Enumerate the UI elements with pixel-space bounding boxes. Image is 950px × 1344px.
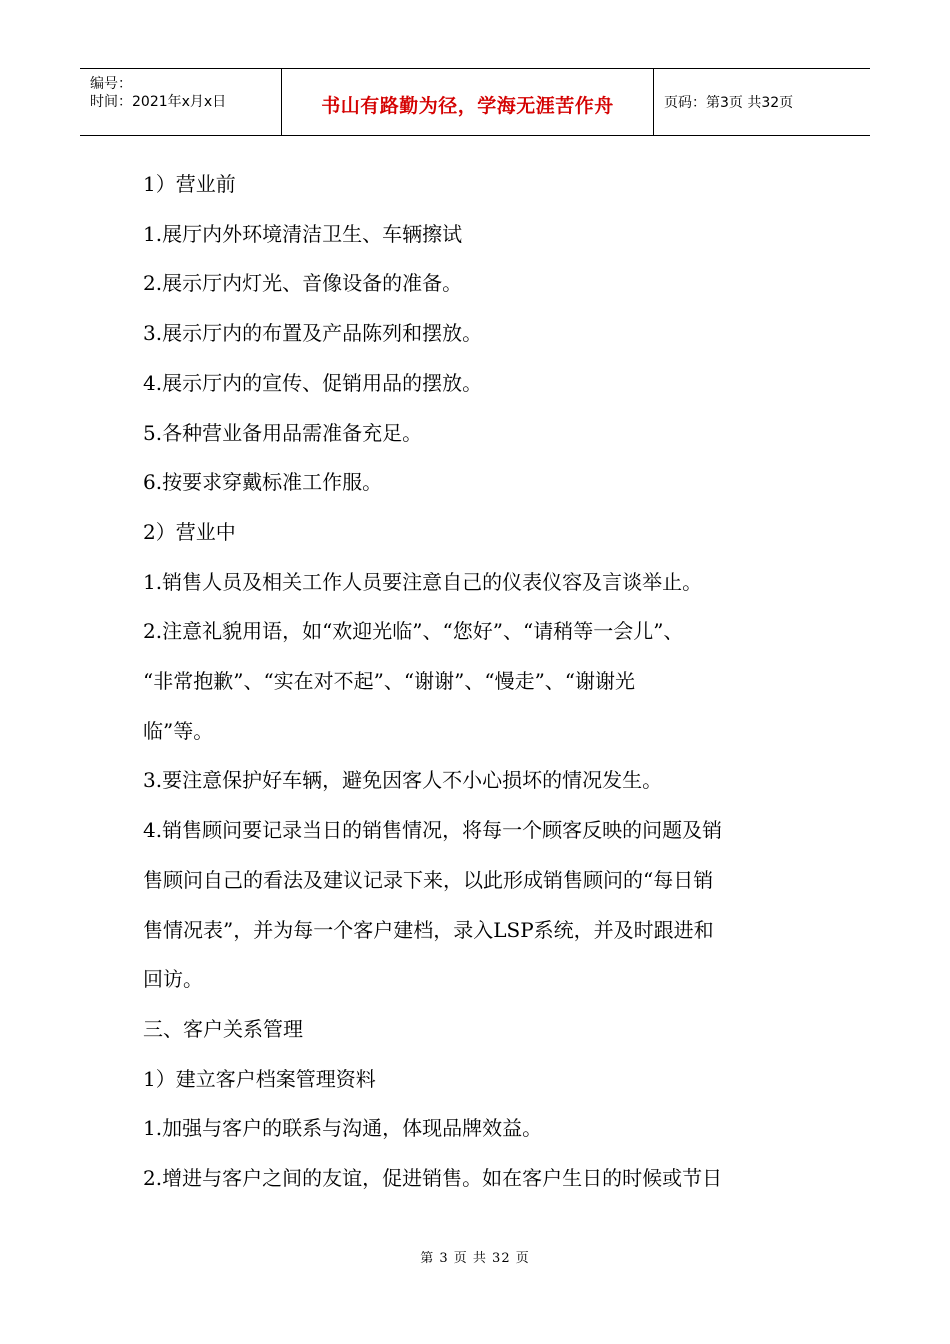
serial-label: 编号：: [90, 76, 132, 92]
body-line: 2.注意礼貌用语，如“欢迎光临”、“您好”、“请稍等一会儿”、: [143, 619, 684, 644]
body-line: 1.加强与客户的联系与沟通，体现品牌效益。: [143, 1116, 543, 1141]
body-line: 3.展示厅内的布置及产品陈列和摆放。: [143, 321, 483, 346]
body-line: 1.销售人员及相关工作人员要注意自己的仪表仪容及言谈举止。: [143, 569, 703, 594]
body-line: 临”等。: [143, 718, 214, 743]
body-line: 2.展示厅内灯光、音像设备的准备。: [143, 271, 463, 296]
header-meta-cell: [80, 69, 282, 135]
body-line: “非常抱歉”、“实在对不起”、“谢谢”、“慢走”、“谢谢光: [143, 669, 636, 694]
body-line: 4.展示厅内的宣传、促销用品的摆放。: [143, 370, 483, 395]
document-header: [80, 68, 870, 136]
body-line: 售顾问自己的看法及建议记录下来，以此形成销售顾问的“每日销: [143, 867, 714, 892]
header-motto-cell: [282, 69, 654, 135]
page-footer: 第 3 页 共 32 页: [420, 1251, 530, 1266]
body-line: 1）营业前: [143, 172, 236, 196]
body-line: 1）建立客户档案管理资料: [143, 1066, 376, 1091]
body-line: 三、客户关系管理: [143, 1016, 303, 1041]
header-page-cell: [654, 69, 870, 135]
document-body: [143, 160, 833, 1204]
date-label: 时间：2021年x月x日: [90, 94, 227, 110]
body-line: 1.展厅内外环境清洁卫生、车辆擦试: [143, 221, 463, 246]
body-line: 4.销售顾问要记录当日的销售情况，将每一个顾客反映的问题及销: [143, 818, 723, 843]
body-line: 回访。: [143, 967, 203, 992]
body-line: 5.各种营业备用品需准备充足。: [143, 420, 423, 445]
body-line: 2）营业中: [143, 519, 236, 544]
header-motto: 书山有路勤为径，学海无涯苦作舟: [321, 94, 614, 117]
header-page-info: 页码：第3页 共32页: [664, 95, 794, 111]
body-line: 2.增进与客户之间的友谊，促进销售。如在客户生日的时候或节日: [143, 1166, 723, 1191]
body-line: 6.按要求穿戴标准工作服。: [143, 470, 383, 495]
body-line: 3.要注意保护好车辆，避免因客人不小心损坏的情况发生。: [143, 768, 663, 793]
body-line: 售情况表”，并为每一个客户建档，录入LSP系统，并及时跟进和: [143, 917, 714, 942]
